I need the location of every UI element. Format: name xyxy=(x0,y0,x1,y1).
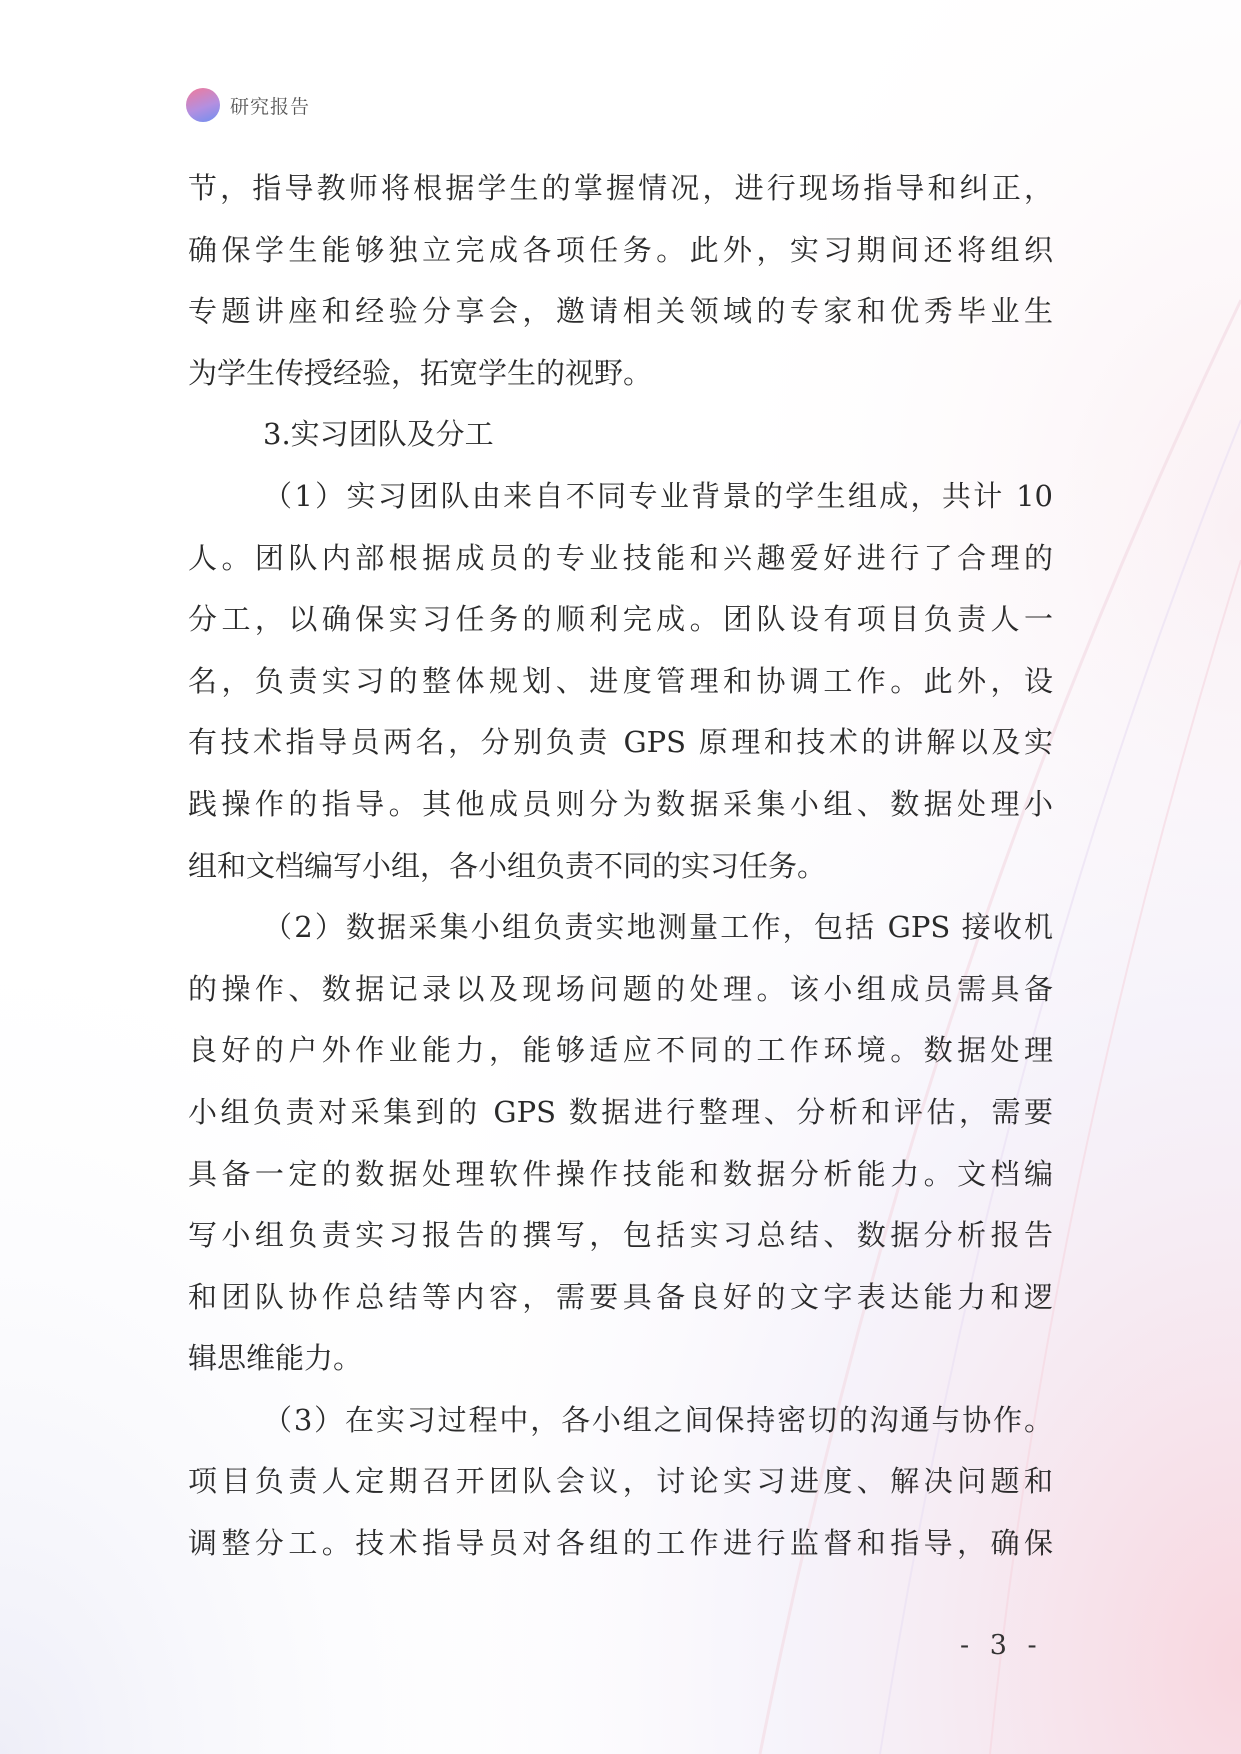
paragraph-line: 专题讲座和经验分享会，邀请相关领域的专家和优秀毕业生 xyxy=(188,294,1053,329)
paragraph-line: 践操作的指导。其他成员则分为数据采集小组、数据处理小 xyxy=(188,786,1053,821)
paragraph-line: 分工，以确保实习任务的顺利完成。团队设有项目负责人一 xyxy=(188,602,1053,637)
paragraph-line: 名，负责实习的整体规划、进度管理和协调工作。此外，设 xyxy=(188,663,1053,698)
paragraph-line: 为学生传授经验，拓宽学生的视野。 xyxy=(188,355,653,390)
paragraph-line: （3）在实习过程中，各小组之间保持密切的沟通与协作。 xyxy=(263,1402,1053,1437)
paragraph-line: 和团队协作总结等内容，需要具备良好的文字表达能力和逻 xyxy=(188,1279,1053,1314)
paragraph-line: 具备一定的数据处理软件操作技能和数据分析能力。文档编 xyxy=(188,1156,1053,1191)
paragraph-line: 辑思维能力。 xyxy=(188,1341,363,1376)
paragraph-line: 项目负责人定期召开团队会议，讨论实习进度、解决问题和 xyxy=(188,1464,1053,1499)
paragraph-line: 的操作、数据记录以及现场问题的处理。该小组成员需具备 xyxy=(188,971,1053,1006)
paragraph-line: 组和文档编写小组，各小组负责不同的实习任务。 xyxy=(188,848,827,883)
header xyxy=(186,88,310,122)
paragraph-line: 节，指导教师将根据学生的掌握情况，进行现场指导和纠正， xyxy=(188,171,1053,205)
paragraph-line: 小组负责对采集到的 GPS 数据进行整理、分析和评估，需要 xyxy=(188,1094,1053,1129)
paragraph-line: 确保学生能够独立完成各项任务。此外，实习期间还将组织 xyxy=(188,232,1053,267)
paragraph-line: 调整分工。技术指导员对各组的工作进行监督和指导，确保 xyxy=(188,1526,1053,1561)
section-heading: 3.实习团队及分工 xyxy=(263,417,494,452)
page-number: - 3 - xyxy=(960,1630,1043,1661)
document-body xyxy=(188,158,1053,1575)
paragraph-line: 有技术指导员两名，分别负责 GPS 原理和技术的讲解以及实 xyxy=(188,725,1053,760)
paragraph-line: 良好的户外作业能力，能够适应不同的工作环境。数据处理 xyxy=(188,1033,1053,1068)
header-title: 研究报告 xyxy=(230,95,311,118)
paragraph-line: 写小组负责实习报告的撰写，包括实习总结、数据分析报告 xyxy=(188,1218,1053,1253)
paragraph-line: （1）实习团队由来自不同专业背景的学生组成，共计 10 xyxy=(263,478,1053,513)
logo-circle-icon xyxy=(186,88,220,122)
paragraph-line: （2）数据采集小组负责实地测量工作，包括 GPS 接收机 xyxy=(263,910,1053,945)
paragraph-line: 人。团队内部根据成员的专业技能和兴趣爱好进行了合理的 xyxy=(188,540,1053,575)
